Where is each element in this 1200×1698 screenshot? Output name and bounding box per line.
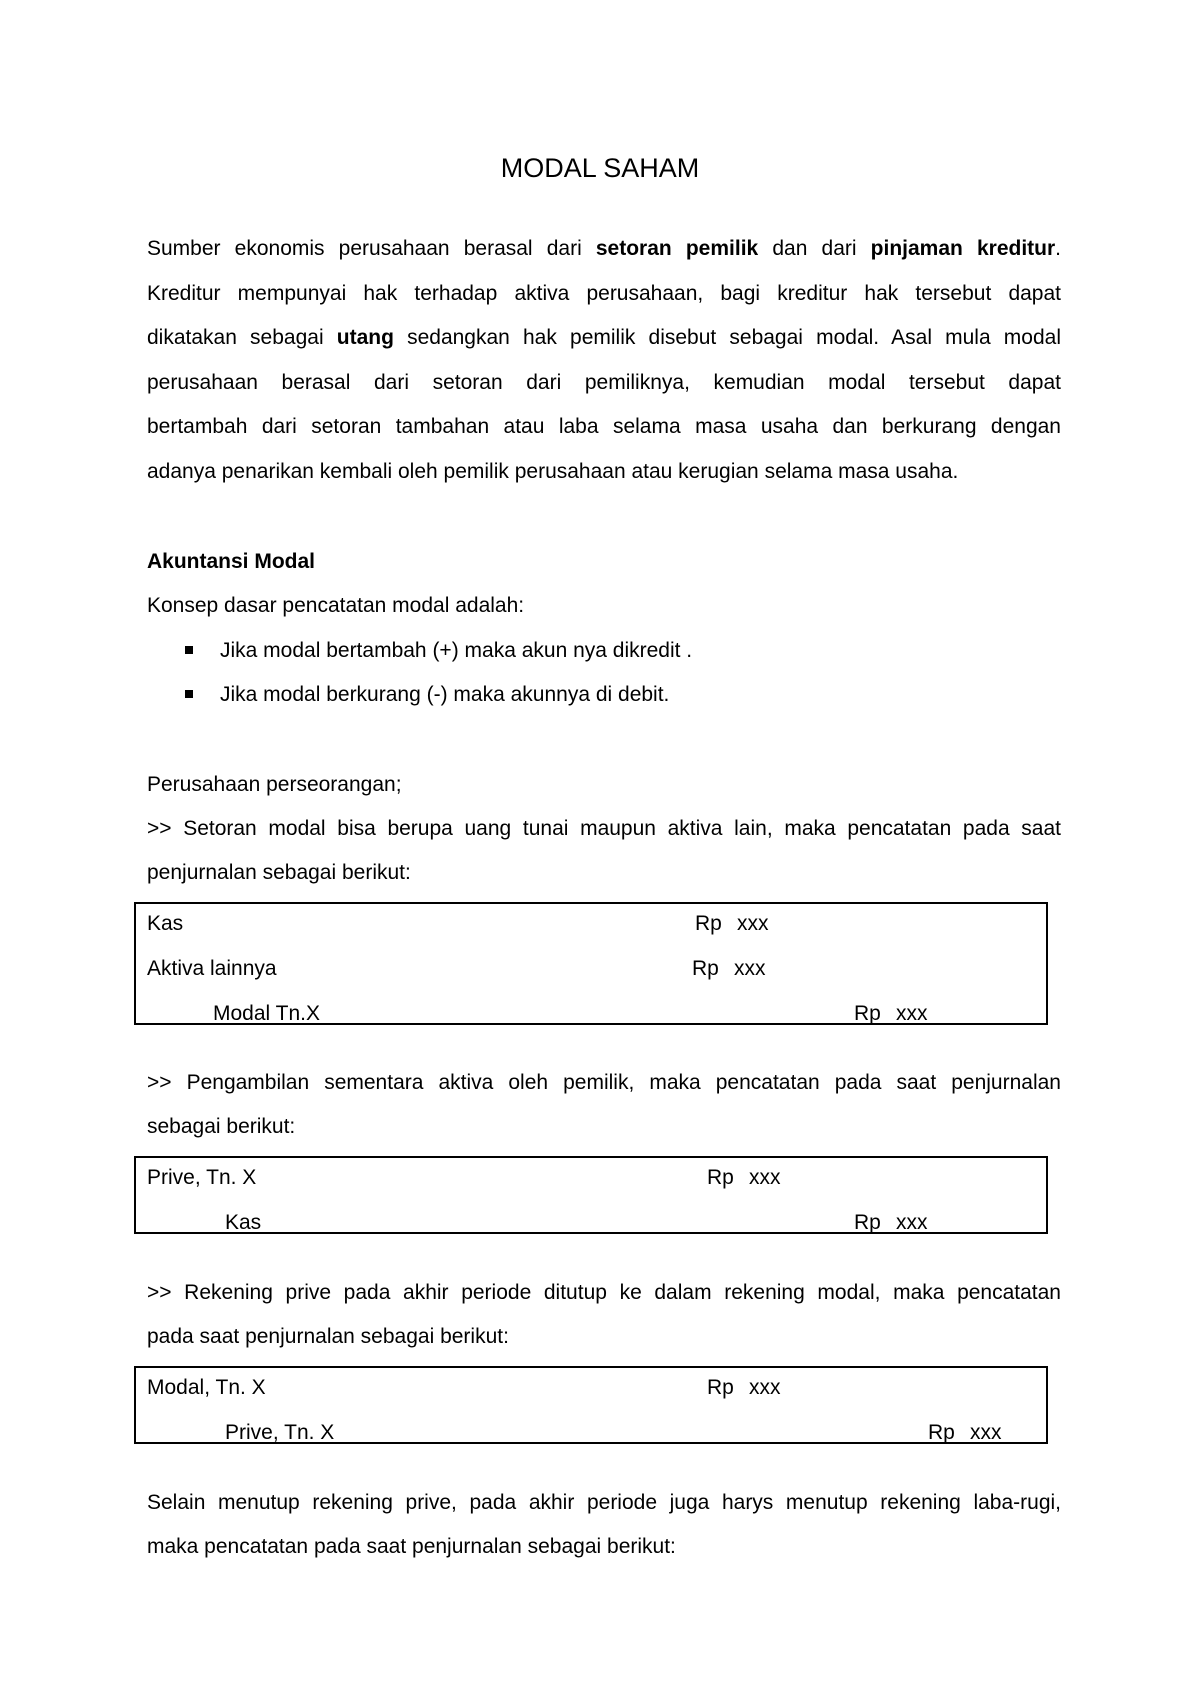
- list-item-text: Jika modal bertambah (+) maka akun nya dikredit .: [220, 639, 693, 662]
- pengambilan-line-1: >> Pengambilan sementara aktiva oleh pemilik, maka pencatatan pada saat penjurnalan: [147, 1071, 1061, 1094]
- journal-debit-amount: xxx: [749, 1376, 781, 1399]
- intro-text: dan dari: [758, 237, 871, 260]
- intro-text: dikatakan sebagai: [147, 326, 337, 349]
- rekening-line-1: >> Rekening prive pada akhir periode ditutup ke dalam rekening modal, maka pencatatan: [147, 1281, 1061, 1304]
- journal-credit-amount: xxx: [970, 1421, 1002, 1444]
- setoran-line-1: >> Setoran modal bisa berupa uang tunai maupun aktiva lain, maka pencatatan pada saat: [147, 817, 1061, 840]
- intro-text: .: [1055, 237, 1061, 260]
- journal-entry-penutup-prive: [134, 1366, 1048, 1444]
- bullet-icon: [185, 646, 193, 654]
- intro-line-2: Kreditur mempunyai hak terhadap aktiva perusahaan, bagi kreditur hak tersebut dapat: [147, 282, 1061, 305]
- journal-account: Modal, Tn. X: [147, 1376, 266, 1399]
- selain-line-1: Selain menutup rekening prive, pada akhir periode juga harys menutup rekening laba-rugi,: [147, 1491, 1061, 1514]
- bullet-icon: [185, 690, 193, 698]
- intro-bold-utang: utang: [336, 326, 394, 349]
- journal-account-credit: Prive, Tn. X: [225, 1421, 335, 1444]
- intro-line-6: adanya penarikan kembali oleh pemilik perusahaan atau kerugian selama masa usaha.: [147, 460, 959, 483]
- journal-debit-amount: xxx: [734, 957, 766, 980]
- intro-text: sedangkan hak pemilik disebut sebagai modal. Asal mula modal: [393, 326, 1062, 349]
- intro-bold-setoran: setoran pemilik: [595, 237, 759, 260]
- journal-debit-amount: xxx: [749, 1166, 781, 1189]
- intro-line-3: [147, 324, 1061, 352]
- journal-credit-amount: xxx: [896, 1002, 928, 1025]
- setoran-line-2: penjurnalan sebagai berikut:: [147, 861, 411, 884]
- journal-account: Prive, Tn. X: [147, 1166, 257, 1189]
- journal-account: Aktiva lainnya: [147, 957, 277, 980]
- journal-account-credit: Modal Tn.X: [213, 1002, 320, 1025]
- selain-line-2: maka pencatatan pada saat penjurnalan sebagai berikut:: [147, 1535, 676, 1558]
- section-heading-akuntansi: Akuntansi Modal: [147, 550, 316, 573]
- journal-credit-amount: xxx: [896, 1211, 928, 1234]
- journal-account-credit: Kas: [225, 1211, 262, 1234]
- pengambilan-line-2: sebagai berikut:: [147, 1115, 296, 1138]
- journal-debit-amount: xxx: [737, 912, 769, 935]
- journal-debit-currency: Rp: [692, 957, 719, 980]
- journal-credit-currency: Rp: [854, 1211, 881, 1234]
- journal-entry-setoran: [134, 902, 1048, 1025]
- journal-debit-currency: Rp: [707, 1376, 734, 1399]
- page-title: MODAL SAHAM: [500, 153, 700, 183]
- journal-debit-currency: Rp: [695, 912, 722, 935]
- journal-account: Kas: [147, 912, 184, 935]
- journal-credit-currency: Rp: [928, 1421, 955, 1444]
- concept-text: Konsep dasar pencatatan modal adalah:: [147, 594, 525, 617]
- journal-entry-prive: [134, 1156, 1048, 1234]
- rekening-line-2: pada saat penjurnalan sebagai berikut:: [147, 1325, 509, 1348]
- journal-credit-currency: Rp: [854, 1002, 881, 1025]
- intro-bold-pinjaman: pinjaman kreditur: [870, 237, 1056, 260]
- section-heading-perseorangan: Perusahaan perseorangan;: [147, 773, 402, 796]
- intro-line-5: bertambah dari setoran tambahan atau laba selama masa usaha dan berkurang dengan: [147, 415, 1061, 438]
- intro-line-1: [147, 235, 1061, 263]
- list-item-text: Jika modal berkurang (-) maka akunnya di debit.: [220, 683, 670, 706]
- journal-debit-currency: Rp: [707, 1166, 734, 1189]
- intro-text: Sumber ekonomis perusahaan berasal dari: [147, 237, 596, 260]
- intro-line-4: perusahaan berasal dari setoran dari pemiliknya, kemudian modal tersebut dapat: [147, 371, 1061, 394]
